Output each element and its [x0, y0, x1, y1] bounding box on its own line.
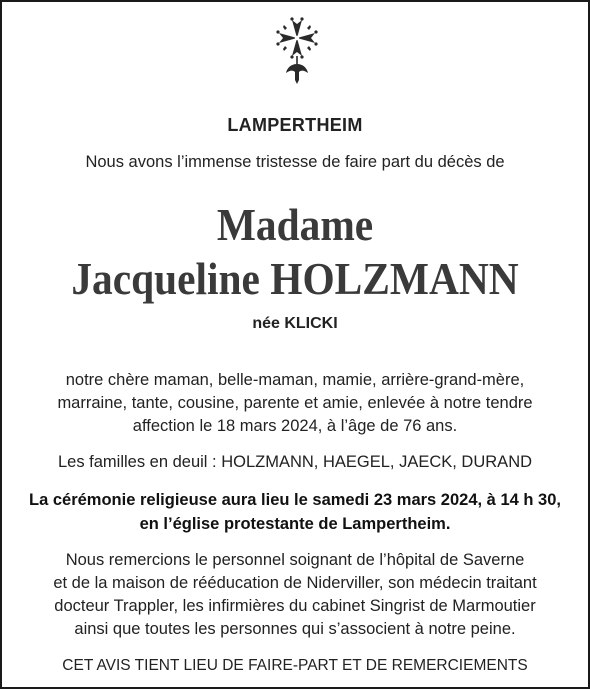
name-full: Jacqueline HOLZMANN — [71, 253, 519, 304]
maiden-name: née KLICKI — [252, 315, 338, 332]
intro-text: Nous avons l’immense tristesse de faire part du décès de — [85, 153, 505, 171]
thanks-paragraph — [2, 549, 588, 641]
thanks-line: docteur Trappler, les infirmières du cabinet Singrist de Marmoutier — [54, 597, 536, 615]
thanks-line: et de la maison de rééducation de Niderviller, son médecin traitant — [53, 574, 537, 592]
families-line: Les familles en deuil : HOLZMANN, HAEGEL, JAECK, DURAND — [57, 453, 533, 471]
deceased-name — [2, 198, 588, 306]
name-title: Madame — [216, 199, 374, 250]
closing-line: CET AVIS TIENT LIEU DE FAIRE-PART ET DE REMERCIEMENTS — [62, 657, 528, 674]
town-heading: LAMPERTHEIM — [227, 115, 363, 135]
ceremony-line: La cérémonie religieuse aura lieu le samedi 23 mars 2024, à 14 h 30, — [29, 491, 561, 509]
huguenot-cross-icon — [267, 14, 327, 86]
description-paragraph — [2, 369, 588, 438]
description-line: notre chère maman, belle-maman, mamie, arrière-grand-mère, — [65, 371, 525, 389]
thanks-line: ainsi que toutes les personnes qui s’associent à notre peine. — [74, 620, 516, 638]
ceremony-paragraph — [2, 488, 588, 536]
description-line: affection le 18 mars 2024, à l’âge de 76 ans. — [132, 417, 458, 435]
ceremony-line: en l’église protestante de Lampertheim. — [139, 515, 451, 533]
thanks-line: Nous remercions le personnel soignant de l’hôpital de Saverne — [65, 551, 525, 569]
description-line: marraine, tante, cousine, parente et amie, enlevée à notre tendre — [57, 394, 533, 412]
